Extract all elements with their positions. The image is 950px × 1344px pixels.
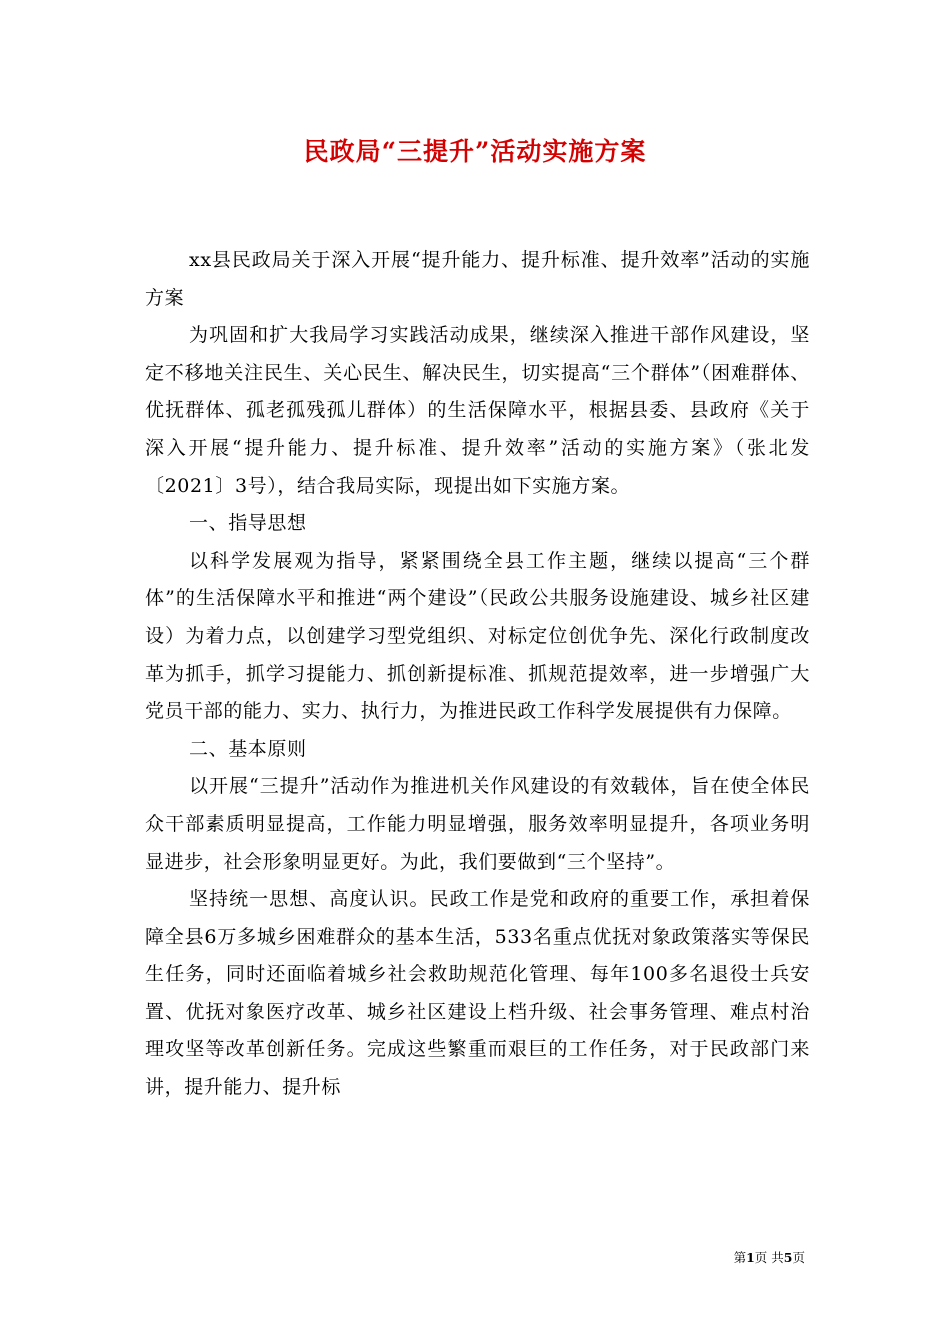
paragraph-intro: 为巩固和扩大我局学习实践活动成果，继续深入推进干部作风建设，坚定不移地关注民生、关心民生、解决民生，切实提高“三个群体”（困难群体、优抚群体、孤老孤残孤儿群体）的生活保障水平，根据县委、县政府《关于深入开展“提升能力、提升标准、提升效率”活动的实施方案》（张北发〔2021〕3号），结合我局实际，现提出如下实施方案。 (145, 324, 810, 497)
footer-suffix: 页 (792, 1250, 805, 1265)
footer-prefix: 第 (733, 1250, 747, 1265)
paragraph-unified-thinking: 坚持统一思想、高度认识。民政工作是党和政府的重要工作，承担着保障全县6万多城乡困难群众的基本生活，533名重点优抚对象政策落实等保民生任务，同时还面临着城乡社会救助规范化管理、每年100多名退役士兵安置、优抚对象医疗改革、城乡社区建设上档升级、社会事务管理、难点村治理攻坚等改革创新任务。完成这些繁重而艰巨的工作任务，对于民政部门来讲，提升能力、提升标 (145, 888, 810, 1099)
document-title: 民政局“三提升”活动实施方案 (303, 137, 647, 166)
footer-total-pages: 5 (783, 1250, 793, 1265)
paragraph-guiding-ideology: 以科学发展观为指导，紧紧围绕全县工作主题，继续以提高“三个群体”的生活保障水平和推进“两个建设”（民政公共服务设施建设、城乡社区建设）为着力点，以创建学习型党组织、对标定位创优争先、深化行政制度改革为抓手，抓学习提能力、抓创新提标准、抓规范提效率，进一步增强广大党员干部的能力、实力、执行力，为推进民政工作科学发展提供有力保障。 (145, 549, 810, 723)
paragraph-basic-principles: 以开展“三提升”活动作为推进机关作风建设的有效载体，旨在使全体民众干部素质明显提高，工作能力明显增强，服务效率明显提升，各项业务明显进步，社会形象明显更好。为此，我们要做到“三个坚持”。 (145, 775, 810, 873)
paragraph-subtitle: xx县民政局关于深入开展“提升能力、提升标准、提升效率”活动的实施方案 (145, 249, 810, 309)
document-body (145, 242, 810, 1107)
section-heading-basic-principles: 二、基本原则 (189, 737, 307, 760)
section-heading-guiding-ideology: 一、指导思想 (189, 512, 307, 535)
footer-current-page: 1 (746, 1250, 755, 1265)
page-number-footer (734, 1248, 805, 1266)
footer-middle: 页 共 (754, 1250, 784, 1265)
